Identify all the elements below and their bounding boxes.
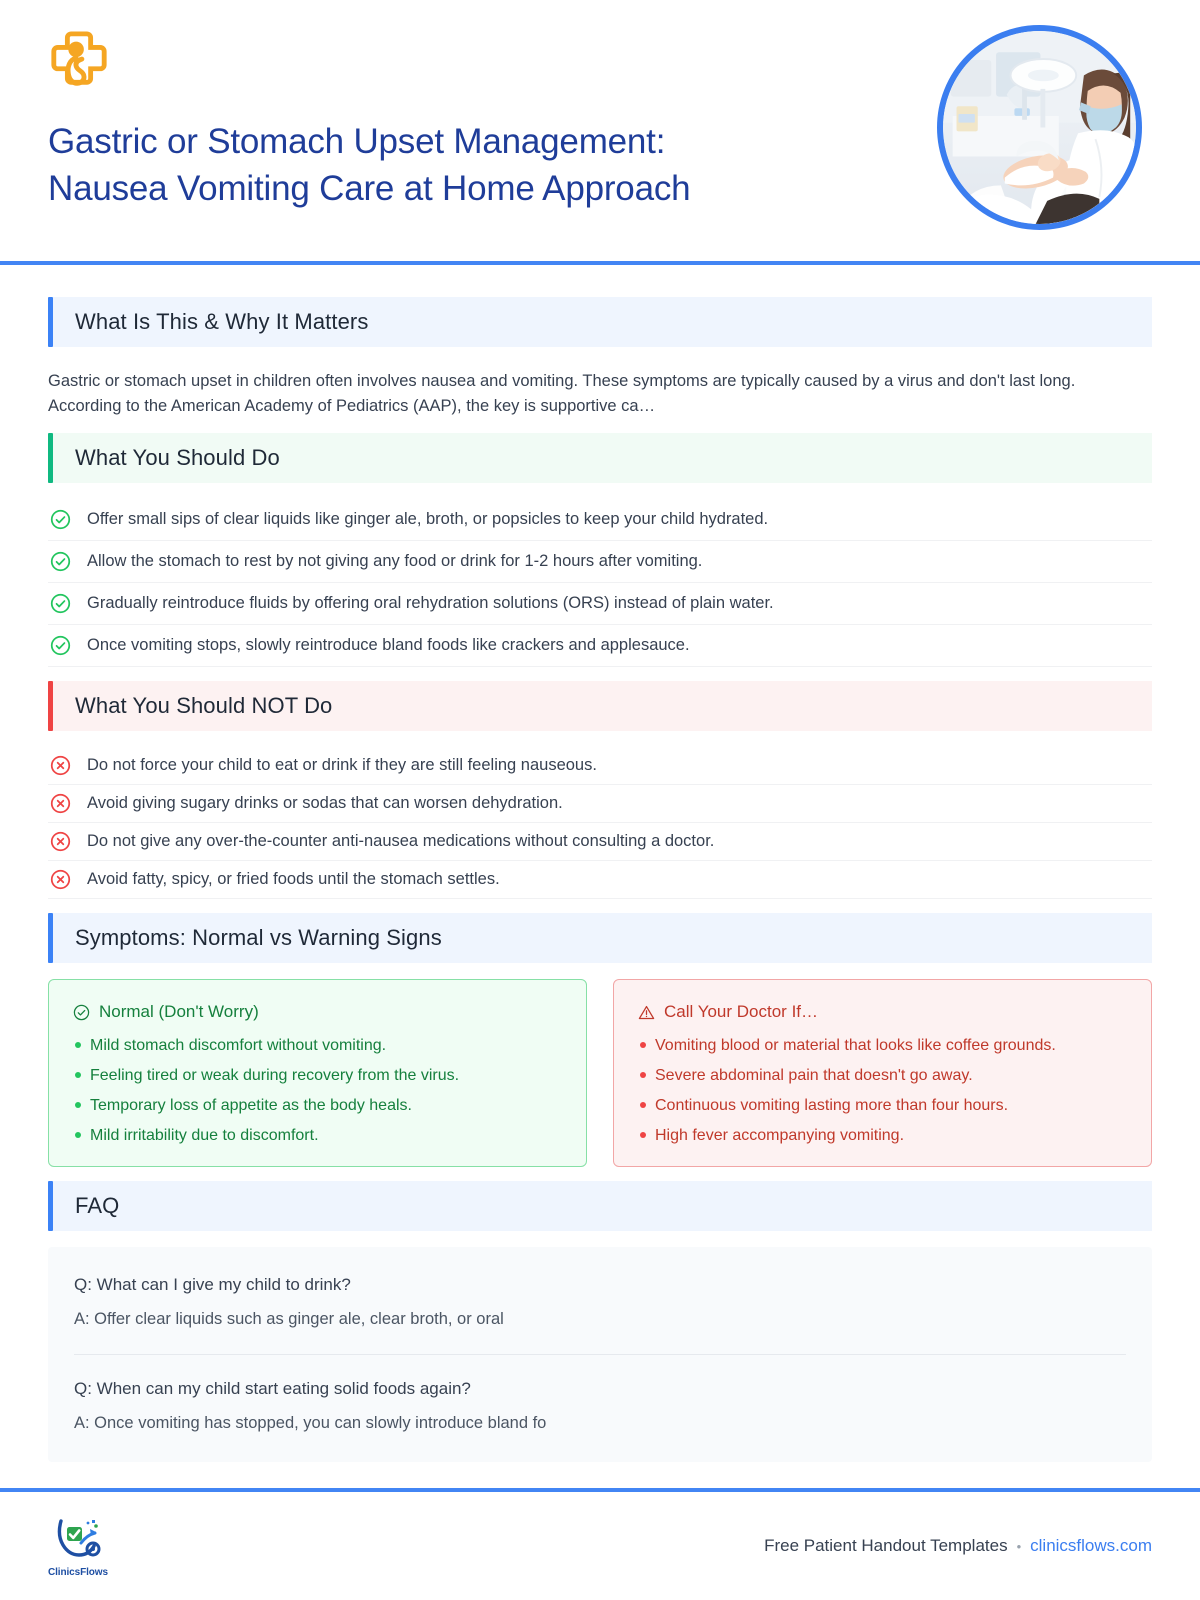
warning-symptoms-list bbox=[638, 1035, 1127, 1146]
list-item: Mild stomach discomfort without vomiting. bbox=[73, 1035, 562, 1056]
check-circle-icon bbox=[73, 1004, 90, 1021]
section-title-should-not-do: What You Should NOT Do bbox=[75, 693, 333, 718]
section-title-symptoms: Symptoms: Normal vs Warning Signs bbox=[75, 925, 442, 950]
section-header-background bbox=[53, 297, 1152, 347]
page-title bbox=[48, 118, 838, 212]
list-item bbox=[48, 625, 1152, 667]
symptoms-comparison bbox=[48, 979, 1152, 1167]
check-circle-icon bbox=[50, 635, 71, 656]
page-content bbox=[0, 265, 1200, 1462]
normal-symptoms-list bbox=[73, 1035, 562, 1146]
section-header-background bbox=[53, 913, 1152, 963]
list-item bbox=[48, 583, 1152, 625]
list-item-label: Do not force your child to eat or drink if they are still feeling nauseous. bbox=[87, 756, 597, 774]
normal-symptoms-box bbox=[48, 979, 587, 1167]
faq-panel bbox=[48, 1247, 1152, 1462]
page-header bbox=[0, 0, 1200, 265]
normal-symptoms-title-row bbox=[73, 1002, 562, 1022]
warning-symptoms-title-row bbox=[638, 1002, 1127, 1022]
list-item-label: Gradually reintroduce fluids by offering oral rehydration solutions (ORS) instead of plain water. bbox=[87, 594, 774, 612]
faq-answer: A: Offer clear liquids such as ginger ale, clear broth, or oral bbox=[74, 1310, 504, 1328]
warning-symptoms-title: Call Your Doctor If… bbox=[664, 1002, 819, 1021]
page-title-line-2: Nausea Vomiting Care at Home Approach bbox=[48, 169, 691, 208]
list-item-label: Once vomiting stops, slowly reintroduce bland foods like crackers and applesauce. bbox=[87, 636, 690, 654]
normal-symptoms-title: Normal (Don't Worry) bbox=[99, 1002, 259, 1021]
list-item: Temporary loss of appetite as the body heals. bbox=[73, 1095, 562, 1116]
check-circle-icon bbox=[50, 593, 71, 614]
section-header-should-not-do bbox=[48, 681, 1152, 731]
should-do-list bbox=[48, 499, 1152, 667]
list-item: Mild irritability due to discomfort. bbox=[73, 1125, 562, 1146]
section-header-intro bbox=[48, 297, 1152, 347]
header-photo bbox=[937, 25, 1142, 230]
section-header-should-do bbox=[48, 433, 1152, 483]
x-circle-icon bbox=[50, 869, 71, 890]
check-circle-icon bbox=[50, 551, 71, 572]
footer-brand-name: ClinicsFlows bbox=[48, 1566, 108, 1578]
section-header-background bbox=[53, 433, 1152, 483]
x-circle-icon bbox=[50, 755, 71, 776]
check-circle-icon bbox=[50, 509, 71, 530]
list-item bbox=[48, 785, 1152, 823]
warning-symptoms-box bbox=[613, 979, 1152, 1167]
warning-triangle-icon bbox=[638, 1004, 655, 1021]
footer-brand bbox=[48, 1515, 108, 1578]
list-item: Feeling tired or weak during recovery from the virus. bbox=[73, 1065, 562, 1086]
x-circle-icon bbox=[50, 793, 71, 814]
x-circle-icon bbox=[50, 831, 71, 852]
footer-credits bbox=[764, 1536, 1152, 1556]
list-item bbox=[48, 499, 1152, 541]
stethoscope-check-logo bbox=[51, 1515, 105, 1565]
faq-question: Q: When can my child start eating solid foods again? bbox=[74, 1379, 471, 1398]
list-item bbox=[48, 541, 1152, 583]
list-item-label: Offer small sips of clear liquids like ginger ale, broth, or popsicles to keep your child hydrated. bbox=[87, 510, 769, 528]
list-item: Severe abdominal pain that doesn't go away. bbox=[638, 1065, 1127, 1086]
faq-answer: A: Once vomiting has stopped, you can slowly introduce bland fo bbox=[74, 1414, 547, 1432]
section-title-should-do: What You Should Do bbox=[75, 445, 280, 470]
intro-body-text: Gastric or stomach upset in children often involves nausea and vomiting. These symptoms are typically caused by a virus and don't last long. According to the American Academy of Pediatrics (AAP), the key is supportive ca… bbox=[48, 372, 1076, 415]
list-item-label: Avoid fatty, spicy, or fried foods until the stomach settles. bbox=[87, 870, 500, 888]
footer-website-link[interactable]: clinicsflows.com bbox=[1030, 1536, 1152, 1555]
faq-item bbox=[74, 1273, 1126, 1334]
section-header-faq bbox=[48, 1181, 1152, 1231]
footer-separator: • bbox=[1016, 1538, 1022, 1554]
list-item-label: Allow the stomach to rest by not giving any food or drink for 1-2 hours after vomiting. bbox=[87, 552, 703, 570]
section-header-background bbox=[53, 681, 1152, 731]
page-footer bbox=[0, 1488, 1200, 1600]
list-item-label: Avoid giving sugary drinks or sodas that can worsen dehydration. bbox=[87, 794, 563, 812]
list-item bbox=[48, 823, 1152, 861]
faq-item bbox=[74, 1354, 1126, 1438]
footer-tagline: Free Patient Handout Templates bbox=[764, 1536, 1008, 1555]
section-title-faq: FAQ bbox=[75, 1193, 120, 1218]
list-item-label: Do not give any over-the-counter anti-nausea medications without consulting a doctor. bbox=[87, 832, 715, 850]
medical-cross-child-icon bbox=[48, 30, 110, 92]
page-title-line-1: Gastric or Stomach Upset Management: bbox=[48, 122, 666, 161]
list-item: Vomiting blood or material that looks like coffee grounds. bbox=[638, 1035, 1127, 1056]
list-item: Continuous vomiting lasting more than four hours. bbox=[638, 1095, 1127, 1116]
section-title-intro: What Is This & Why It Matters bbox=[75, 309, 369, 334]
list-item: High fever accompanying vomiting. bbox=[638, 1125, 1127, 1146]
section-header-background bbox=[53, 1181, 1152, 1231]
section-header-symptoms bbox=[48, 913, 1152, 963]
faq-question: Q: What can I give my child to drink? bbox=[74, 1275, 351, 1294]
list-item bbox=[48, 861, 1152, 899]
list-item bbox=[48, 747, 1152, 785]
should-not-do-list bbox=[48, 747, 1152, 899]
